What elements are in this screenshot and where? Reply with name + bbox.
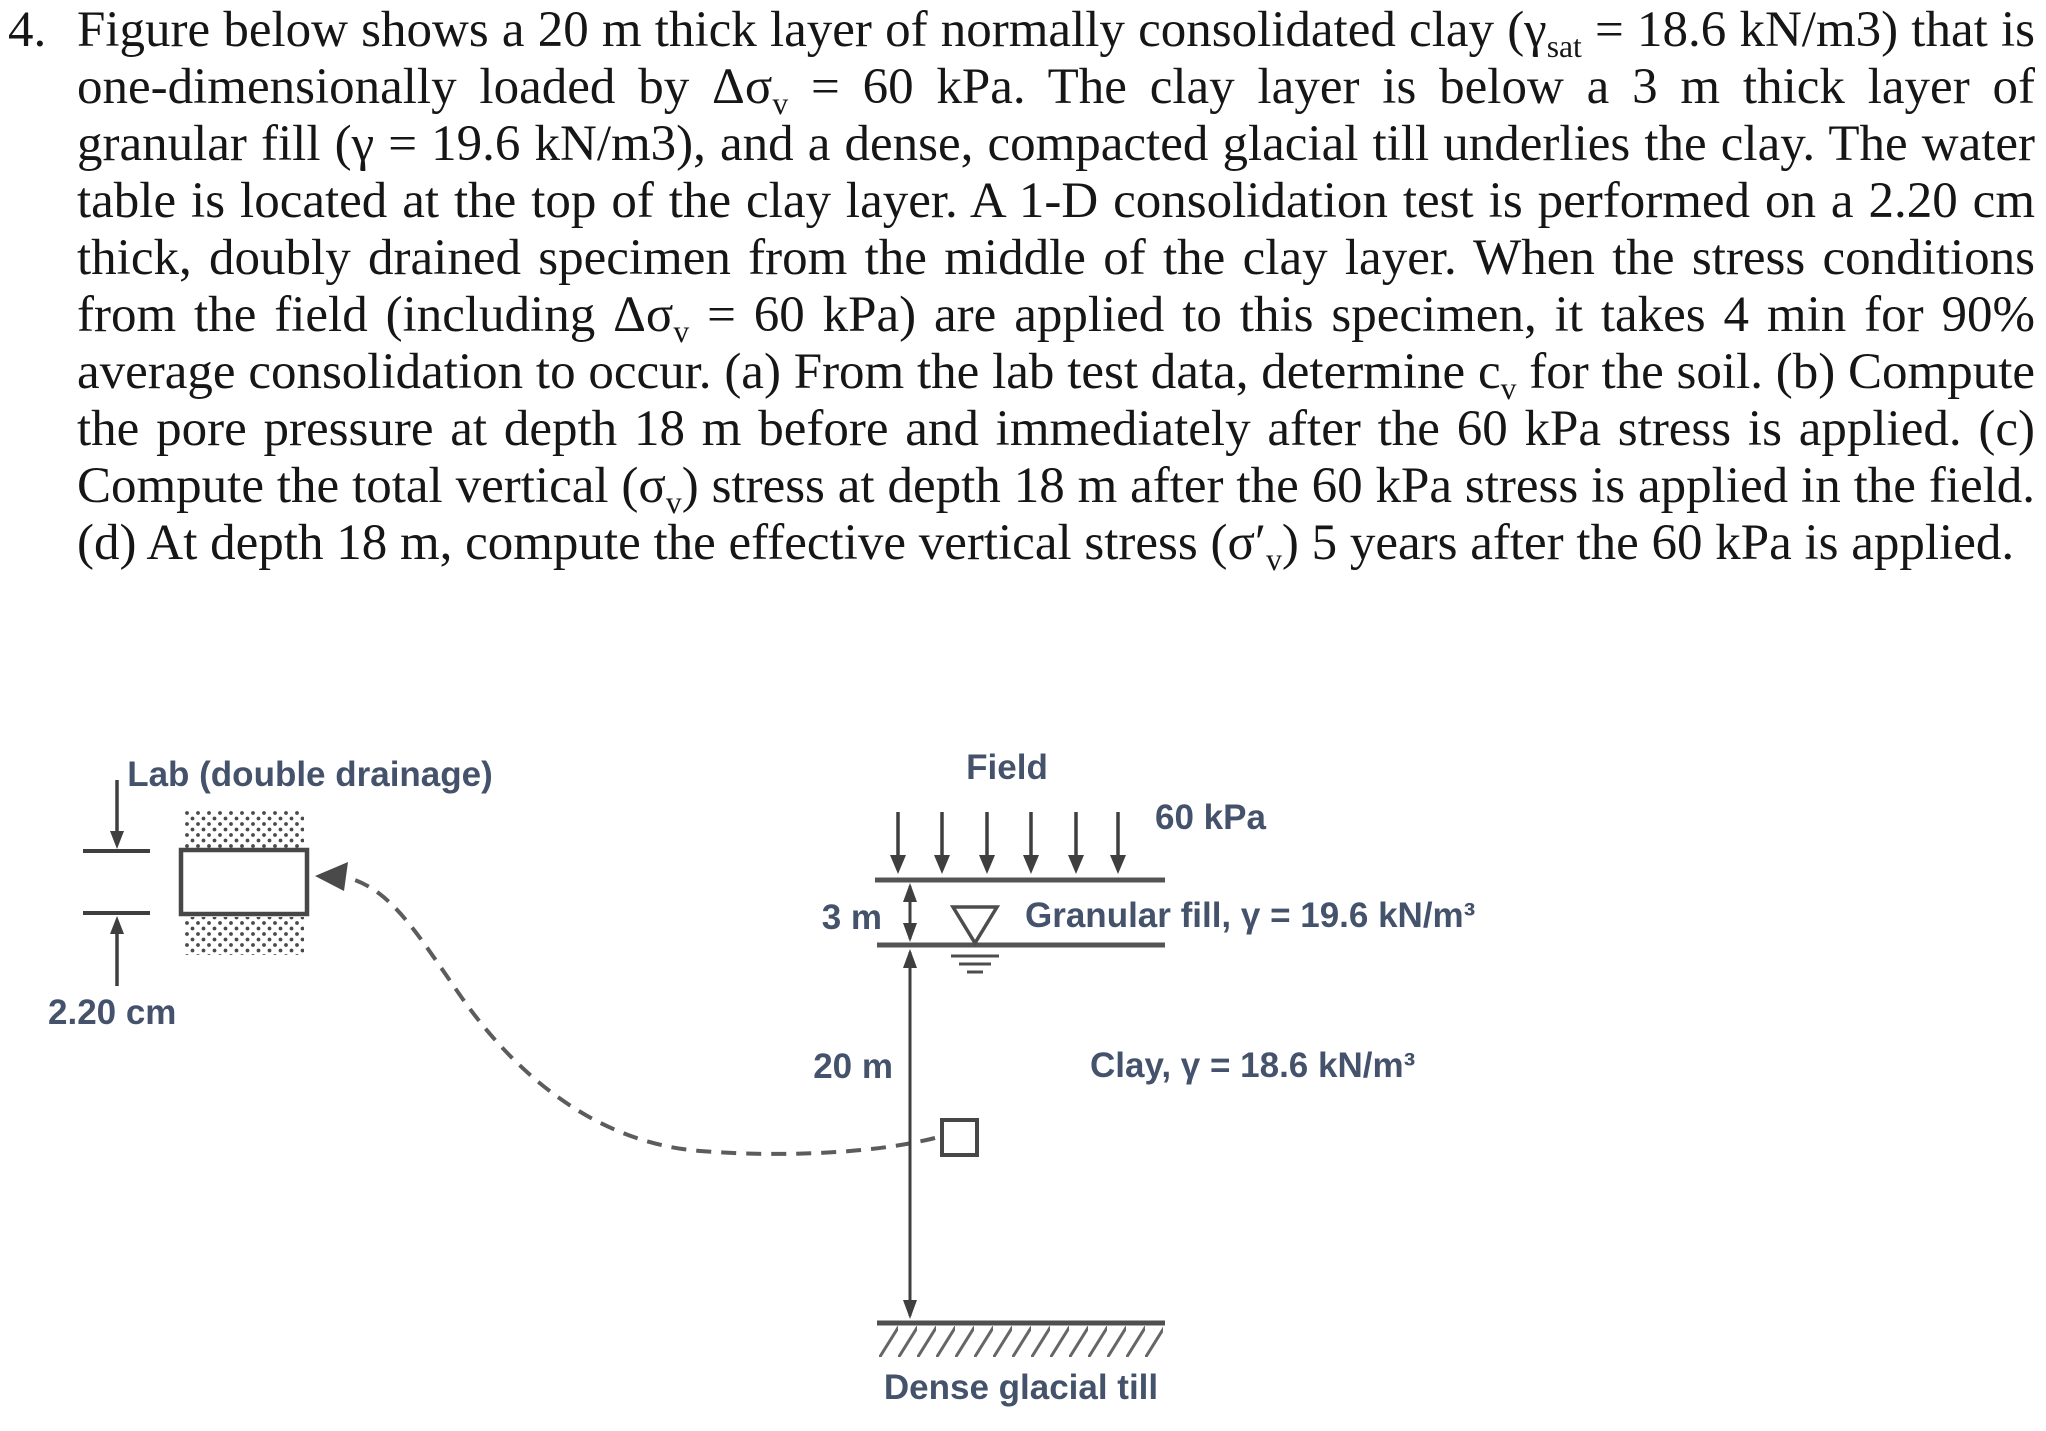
field-title: Field — [966, 748, 1048, 787]
lab-specimen-height-label: 2.20 cm — [48, 993, 177, 1032]
lab-specimen — [181, 850, 307, 914]
leader-arrowhead-icon — [315, 862, 348, 891]
lab-title: Lab (double drainage) — [127, 755, 493, 794]
problem-number: 4. — [8, 2, 47, 58]
till-label: Dense glacial till — [883, 1368, 1159, 1407]
porous-stone-bottom — [184, 917, 304, 955]
clay-thickness-label: 20 m — [813, 1047, 893, 1086]
fill-thickness-dimension — [903, 883, 917, 942]
surcharge-arrows-icon — [890, 812, 1126, 874]
clay-thickness-dimension — [903, 949, 917, 1319]
till-hatching — [879, 1326, 1163, 1357]
surcharge-label: 60 kPa — [1155, 798, 1266, 837]
porous-stone-top — [184, 810, 304, 849]
problem-text: Figure below shows a 20 m thick layer of normally consolidated clay ($\gamma_{sat} = 18.6$ kN/m3) that is one-dimensionally loaded by $\Delta\sigma_v = 60$ kPa. The clay layer is below a 3 m thick layer of granular fill (γ = 19.6 kN/m3), and a dense, compacted glacial till underlies the clay. The water table is located at the top of the clay layer. A 1-D consolidation test is performed on a 2.20 cm thick, doubly drained specimen from the middle of the clay layer. When the stress conditions from the field (including $\Delta\sigma_v = 60$ kPa) are applied to this specimen, it takes 4 min for 90% average consolidation to occur. (a) From the lab test data, determine $c_v$ for the soil. (b) Compute the pore pressure at depth 18 m before and immediately after the 60 kPa stress is applied. (c) Compute the total vertical $(\sigma_v)$ stress at depth 18 m after the 60 kPa stress is applied in the field. (d) At depth 18 m, compute the effective vertical stress $(\sigma'_v)$ 5 years after the 60 kPa is applied. — [77, 2, 2036, 578]
fill-layer-label: Granular fill, γ = 19.6 kN/m³ — [1025, 896, 1476, 935]
water-table-icon — [951, 907, 999, 972]
fill-thickness-label: 3 m — [821, 898, 882, 937]
lab-dimension-lower-arrow — [83, 913, 150, 986]
field-sample-marker — [942, 1120, 977, 1155]
clay-layer-label: Clay, γ = 18.6 kN/m³ — [1090, 1046, 1416, 1085]
consolidation-figure — [0, 700, 2046, 1431]
